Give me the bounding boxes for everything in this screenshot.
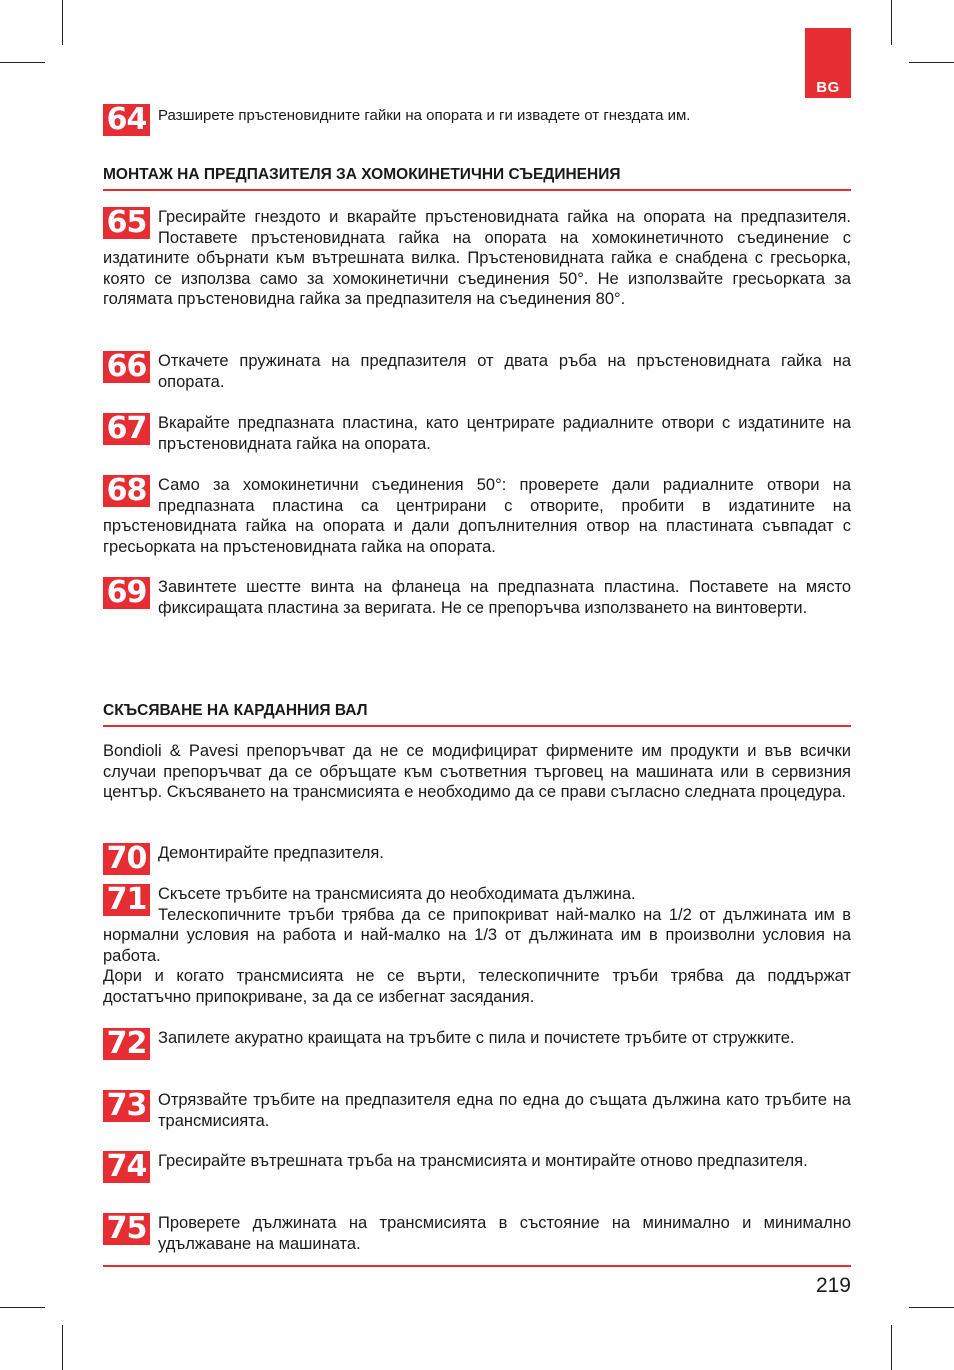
step-70 [103, 843, 851, 875]
step-text: Дори и когато трансмисията не се върти, телескопичните тръби трябва да поддържат достатъчно припокриване, за да се избегнат засядания. [103, 967, 851, 1006]
step-71 [103, 884, 851, 1008]
step-68 [103, 475, 851, 557]
step-number-badge: 74 [103, 1151, 150, 1183]
step-text: Откачете пружината на предпазителя от двата ръба на пръстеновидната гайка на опората. [158, 352, 851, 391]
step-69 [103, 577, 851, 618]
crop-mark [909, 1307, 954, 1308]
step-number-badge: 64 [103, 104, 150, 136]
step-text: Телескопичните тръби трябва да се припокриват най-малко на 1/2 от дължината им в нормални условия на работа и най-малко на 1/3 от дължината им в произволни условия на работа. [103, 905, 851, 965]
step-number-badge: 73 [103, 1090, 150, 1122]
step-number-badge: 72 [103, 1028, 150, 1060]
step-64 [103, 104, 851, 136]
step-73 [103, 1090, 851, 1131]
step-number-badge: 66 [103, 351, 150, 383]
step-number-badge: 68 [103, 475, 150, 507]
crop-mark [0, 62, 45, 63]
step-text: Отрязвайте тръбите на предпазителя една по една до същата дължина като тръбите на трансмисията. [158, 1091, 851, 1130]
section-heading: СКЪСЯВАНЕ НА КАРДАННИЯ ВАЛ [103, 702, 851, 727]
crop-mark [891, 0, 892, 45]
step-text: Гресирайте вътрешната тръба на трансмисията и монтирайте отново предпазителя. [158, 1152, 808, 1170]
step-number-badge: 70 [103, 843, 150, 875]
step-66 [103, 351, 851, 392]
step-number-badge: 65 [103, 207, 150, 239]
step-text: Разширете пръстеновидните гайки на опората и ги извадете от гнездата им. [158, 107, 691, 124]
language-tab: BG [805, 28, 851, 98]
step-text: Вкарайте предпазната пластина, като центрирате радиалните отвори с издатините на пръстеновидната гайка на опората. [158, 414, 851, 453]
step-number-badge: 67 [103, 413, 150, 445]
step-text: Завинтете шестте винта на фланеца на предпазната пластина. Поставете на място фиксиращата пластина за веригата. Не се препоръчва използването на винтоверти. [158, 578, 851, 617]
step-text: Само за хомокинетични съединения 50°: проверете дали радиалните отвори на предпазната пластина са центрирани с отворите, пробити в издатините на пръстеновидната гайка на опората и дали допълнителния отвор на пластината съвпадат с гресьорката на пръстеновидната гайка на опората. [103, 476, 851, 556]
step-75 [103, 1213, 851, 1254]
step-74 [103, 1151, 851, 1183]
step-65 [103, 207, 851, 310]
crop-mark [0, 1307, 45, 1308]
footer-divider [103, 1265, 851, 1267]
crop-mark [62, 0, 63, 45]
step-text: Демонтирайте предпазителя. [158, 844, 384, 862]
crop-mark [909, 62, 954, 63]
step-72 [103, 1028, 851, 1060]
step-number-badge: 71 [103, 884, 150, 916]
step-text: Скъсете тръбите на трансмисията до необходимата дължина. [158, 885, 636, 903]
step-number-badge: 69 [103, 577, 150, 609]
section-heading: МОНТАЖ НА ПРЕДПАЗИТЕЛЯ ЗА ХОМОКИНЕТИЧНИ СЪЕДИНЕНИЯ [103, 166, 851, 191]
crop-mark [891, 1325, 892, 1370]
step-text: Запилете акуратно краищата на тръбите с пила и почистете тръбите от стружките. [158, 1029, 795, 1047]
crop-mark [62, 1325, 63, 1370]
page-number: 219 [815, 1274, 851, 1297]
step-67 [103, 413, 851, 454]
step-text: Гресирайте гнездото и вкарайте пръстеновидната гайка на опората на предпазителя. Поставете пръстеновидната гайка на опората на хомокинетичното съединение с издатините обърнати към вътрешната вилка. Пръстеновидната гайка е снабдена с гресьорка, която се използва само за хомокинетични съединения 50°. Не използвайте гресьорката за голямата пръстеновидна гайка за предпазителя на съединения 80°. [103, 208, 851, 309]
step-text: Проверете дължината на трансмисията в състояние на минимално и минимално удължаване на машината. [158, 1214, 851, 1253]
intro-paragraph: Bondioli & Pavesi препоръчват да не се модифицират фирмените им продукти и във всички случаи препоръчват да се обръщате към съответния търговец на машината или в сервизния център. Скъсяването на трансмисията е необходимо да се прави съгласно следната процедура. [103, 742, 851, 802]
step-number-badge: 75 [103, 1213, 150, 1245]
